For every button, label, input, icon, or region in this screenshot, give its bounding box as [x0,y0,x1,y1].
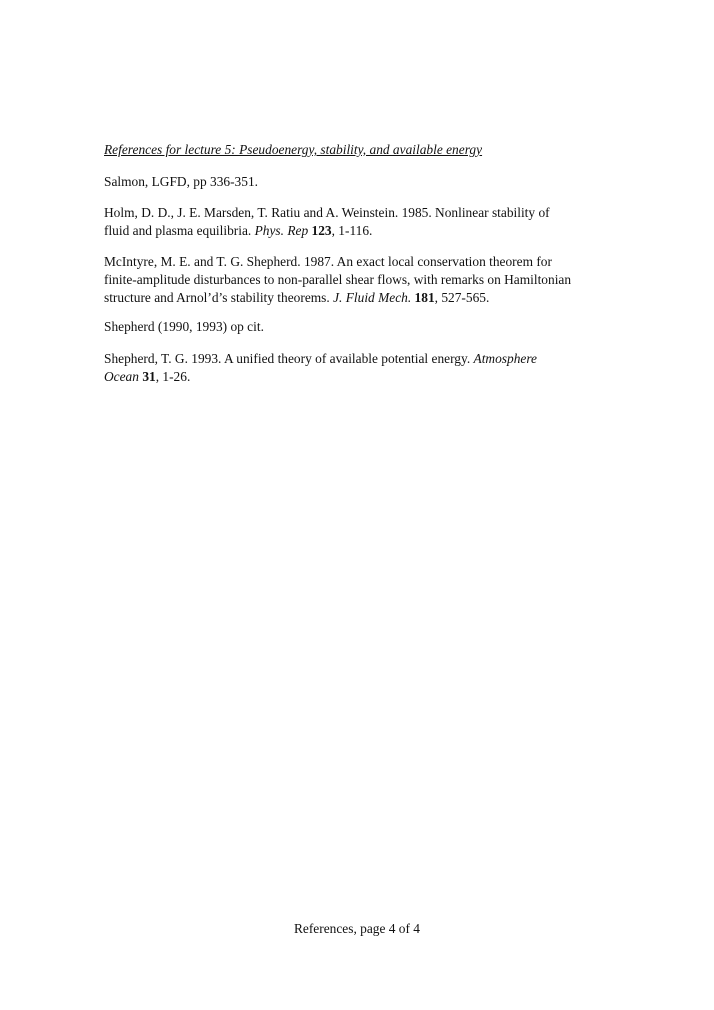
journal-name: J. Fluid Mech. [333,290,412,305]
reference-holm [104,204,604,240]
reference-text: Salmon, LGFD, pp 336-351. [104,174,258,189]
journal-pages: , 1-116. [331,223,373,238]
journal-volume: 31 [142,369,156,384]
reference-line: McIntyre, M. E. and T. G. Shepherd. 1987. An exact local conservation theorem for [104,254,552,269]
reference-line [104,222,604,240]
reference-line [104,289,604,307]
journal-pages: , 1-26. [155,369,191,384]
references-heading: References for lecture 5: Pseudoenergy, stability, and available energy [104,142,483,157]
journal-name: Ocean [104,369,139,384]
reference-line: finite-amplitude disturbances to non-parallel shear flows, with remarks on Hamiltonian [104,272,572,287]
reference-line [104,350,604,368]
reference-text: structure and Arnol’d’s stability theorems. [104,290,334,305]
reference-shepherd-opcit [104,318,604,336]
reference-line: Holm, D. D., J. E. Marsden, T. Ratiu and A. Weinstein. 1985. Nonlinear stability of [104,205,550,220]
reference-text: Shepherd, T. G. 1993. A unified theory of available potential energy. [104,351,474,366]
reference-mcintyre [104,253,604,307]
reference-line [104,368,604,386]
journal-volume: 123 [311,223,332,238]
reference-text: fluid and plasma equilibria. [104,223,255,238]
page-footer: References, page 4 of 4 [293,921,421,936]
journal-name: Atmosphere [473,351,537,366]
reference-salmon [104,173,604,191]
journal-pages: , 527-565. [434,290,490,305]
journal-volume: 181 [414,290,435,305]
journal-name: Phys. Rep [254,223,309,238]
reference-shepherd-1993 [104,350,604,386]
reference-text: Shepherd (1990, 1993) op cit. [104,319,264,334]
